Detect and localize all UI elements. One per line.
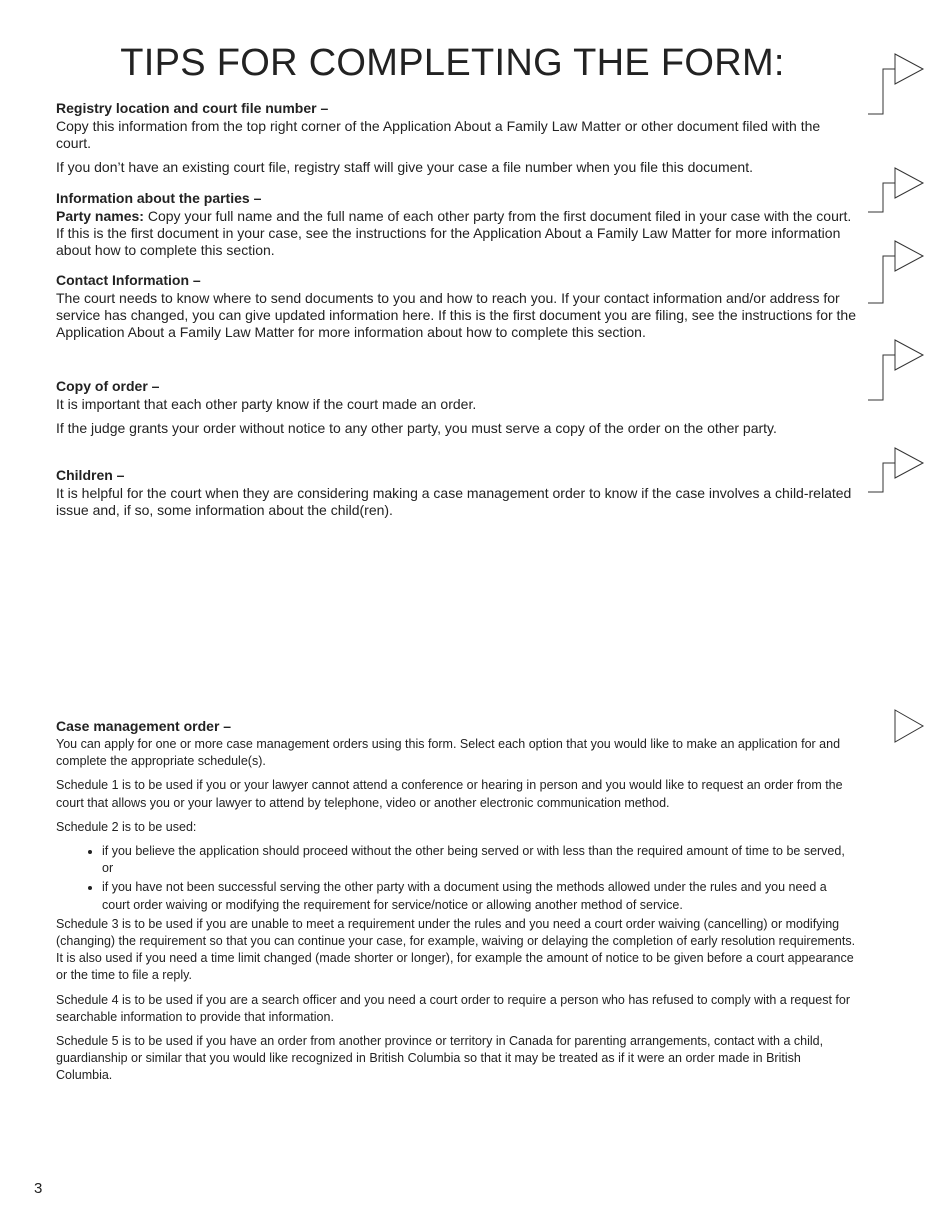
section-registry [56, 100, 856, 183]
list-item: • if you have not been successful serving the other party with a document using the methods allowed under the rules and you need a court order waiving or modifying the requirement for service/notice or allowing another method of service. [102, 879, 856, 913]
page-number: 3 [34, 1180, 43, 1197]
arrow-marker-icon [865, 166, 925, 216]
children-text: It is helpful for the court when they are considering making a case management order to know if the case involves a child-related issue and, if so, some information about the child(ren). [56, 485, 852, 518]
children-heading: Children – [56, 467, 125, 483]
schedule-3-text: Schedule 3 is to be used if you are unable to meet a requirement under the rules and you need a court order waiving (cancelling) or modifying (changing) the requirement so that you can continue your case, for example, waiving or delaying the completion of early resolution requirements. It is also used if you need a time limit changed (made shorter or longer), for example the amount of notice to be given before a court appearance or the time to file a reply. [56, 916, 856, 983]
copy-order-heading: Copy of order – [56, 378, 160, 394]
parties-heading: Information about the parties – [56, 190, 262, 206]
case-mgmt-text-1: You can apply for one or more case management orders using this form. Select each option that you would like to make an application for and complete the appropriate schedule(s). [56, 737, 841, 769]
case-mgmt-heading: Case management order – [56, 718, 232, 734]
list-item: • if you believe the application should proceed without the other being served or with less than the required amount of time to be served, or [102, 843, 856, 877]
section-parties [56, 190, 856, 266]
parties-text [56, 208, 856, 259]
party-names-label: Party names: [56, 208, 144, 224]
page-title: TIPS FOR COMPLETING THE FORM: [120, 42, 785, 84]
section-children [56, 467, 856, 526]
arrow-marker-icon [865, 446, 925, 496]
schedule-2-list [56, 843, 856, 914]
registry-text-2: If you don’t have an existing court file, registry staff will give your case a file number when you file this document. [56, 159, 753, 175]
section-copy-order [56, 378, 856, 444]
schedule-5-text: Schedule 5 is to be used if you have an order from another province or territory in Canada for parenting arrangements, contact with a child, guardianship or similar that you would like recognized in British Columbia so that it may be treated as if it were an order made in British Columbia. [56, 1034, 824, 1083]
arrow-marker-icon [865, 52, 925, 118]
section-case-management [56, 718, 856, 1092]
schedule-2-text: Schedule 2 is to be used: [56, 819, 197, 834]
schedule-4-text: Schedule 4 is to be used if you are a search officer and you need a court order to require a person who has refused to comply with a request for searchable information to provide that information. [56, 992, 850, 1024]
registry-heading: Registry location and court file number – [56, 100, 329, 116]
arrow-marker-icon [865, 338, 925, 404]
registry-text-1: Copy this information from the top right corner of the Application About a Family Law Matter or other document filed with the court. [56, 118, 821, 151]
copy-order-text-1: It is important that each other party know if the court made an order. [56, 396, 477, 412]
arrow-marker-icon [865, 239, 925, 307]
contact-heading: Contact Information – [56, 272, 201, 288]
schedule-1-text: Schedule 1 is to be used if you or your lawyer cannot attend a conference or hearing in person and you would like to request an order from the court that allows you or your lawyer to attend by telephone, video or another electronic communication method. [56, 778, 843, 810]
section-contact [56, 272, 856, 348]
contact-text: The court needs to know where to send documents to you and how to reach you. If your contact information and/or address for service has changed, you can give updated information here. If this is the first document you are filing, see the instructions for the Application About a Family Law Matter for more information about how to complete this section. [56, 290, 856, 340]
copy-order-text-2: If the judge grants your order without notice to any other party, you must serve a copy of the order on the other party. [56, 420, 777, 436]
arrow-marker-icon [893, 708, 925, 744]
party-names-text: Copy your full name and the full name of each other party from the first document filed in your case with the court. If this is the first document in your case, see the instructions for the Application About a Family Law Matter for more information about how to complete this section. [56, 208, 852, 258]
